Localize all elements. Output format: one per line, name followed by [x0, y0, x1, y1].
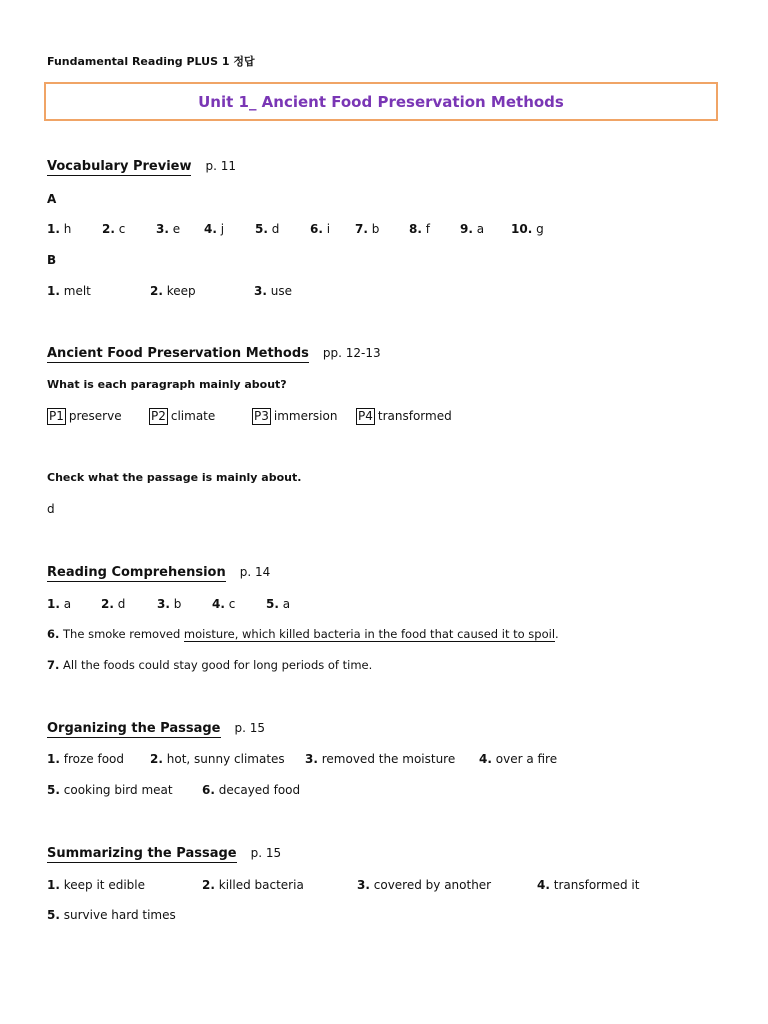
paragraph-answer: P1 preserve: [49, 409, 122, 423]
answer-item: 2. killed bacteria: [202, 878, 304, 892]
answer-item: 5. d: [255, 222, 280, 236]
answer-item: 1. keep it edible: [47, 878, 145, 892]
answer-item: 2. keep: [150, 284, 196, 298]
answer-item: 2. d: [101, 597, 126, 611]
paragraph-answer: P4 transformed: [358, 409, 452, 423]
answer-item: 1. a: [47, 597, 72, 611]
vocab-section-heading: [47, 158, 236, 175]
answer-q7: 7. All the foods could stay good for long periods of time.: [47, 658, 373, 672]
unit-title-box: [44, 82, 718, 121]
unit-title: Unit 1_ Ancient Food Preservation Methods: [198, 92, 564, 111]
page-reference: p. 11: [205, 159, 236, 173]
main-idea-answer: d: [47, 502, 55, 516]
part-b-label: B: [47, 253, 57, 267]
answer-item: 2. hot, sunny climates: [150, 752, 285, 766]
section-title: Vocabulary Preview: [47, 159, 192, 174]
answer-item: 2. c: [102, 222, 126, 236]
answer-item: 3. e: [156, 222, 181, 236]
question-paragraphs: What is each paragraph mainly about?: [47, 378, 287, 391]
answer-item: 3. b: [157, 597, 182, 611]
page-reference: pp. 12-13: [322, 346, 381, 360]
document-header: Fundamental Reading PLUS 1 정답: [47, 55, 255, 68]
answer-item: 5. cooking bird meat: [47, 783, 173, 797]
answer-item: 8. f: [409, 222, 430, 236]
comprehension-section-heading: [47, 564, 270, 581]
answer-item: 3. removed the moisture: [305, 752, 456, 766]
paragraph-tag: P4: [358, 409, 373, 423]
section-title: Reading Comprehension: [47, 565, 226, 580]
answer-item: 5. a: [266, 597, 291, 611]
summarizing-section-heading: [47, 845, 281, 862]
section-title: Organizing the Passage: [47, 721, 221, 736]
page-reference: p. 15: [234, 721, 266, 735]
organizing-section-heading: [47, 720, 265, 737]
answer-item: 4. c: [212, 597, 236, 611]
answer-item: 3. covered by another: [357, 878, 492, 892]
paragraph-tag: P2: [151, 409, 166, 423]
paragraph-tag: P1: [49, 409, 64, 423]
paragraph-tag: P3: [254, 409, 269, 423]
answer-item: 1. melt: [47, 284, 91, 298]
part-a-label: A: [47, 192, 57, 206]
answer-item: 4. transformed it: [537, 878, 640, 892]
paragraph-answer: P3 immersion: [254, 409, 338, 423]
answer-item: 10. g: [511, 222, 544, 236]
answer-q6: 6. The smoke removed moisture, which killed bacteria in the food that caused it to spoil.: [47, 627, 559, 641]
section-title: Ancient Food Preservation Methods: [47, 346, 309, 361]
answer-item: 6. decayed food: [202, 783, 301, 797]
answer-item: 3. use: [254, 284, 292, 298]
answer-item: 5. survive hard times: [47, 908, 176, 922]
paragraph-answer: P2 climate: [151, 409, 216, 423]
underlined-answer: moisture, which killed bacteria in the food that caused it to spoil: [183, 627, 556, 641]
question-main-idea: Check what the passage is mainly about.: [47, 471, 302, 484]
answer-item: 4. over a fire: [479, 752, 558, 766]
answer-item: 7. b: [355, 222, 380, 236]
answer-item: 4. j: [204, 222, 225, 236]
answer-item: 1. froze food: [47, 752, 125, 766]
answer-item: 6. i: [310, 222, 331, 236]
section-title: Summarizing the Passage: [47, 846, 237, 861]
answer-item: 9. a: [460, 222, 485, 236]
page-reference: p. 15: [250, 846, 282, 860]
page-reference: p. 14: [239, 565, 271, 579]
answer-item: 1. h: [47, 222, 72, 236]
ancient-section-heading: [47, 345, 381, 362]
